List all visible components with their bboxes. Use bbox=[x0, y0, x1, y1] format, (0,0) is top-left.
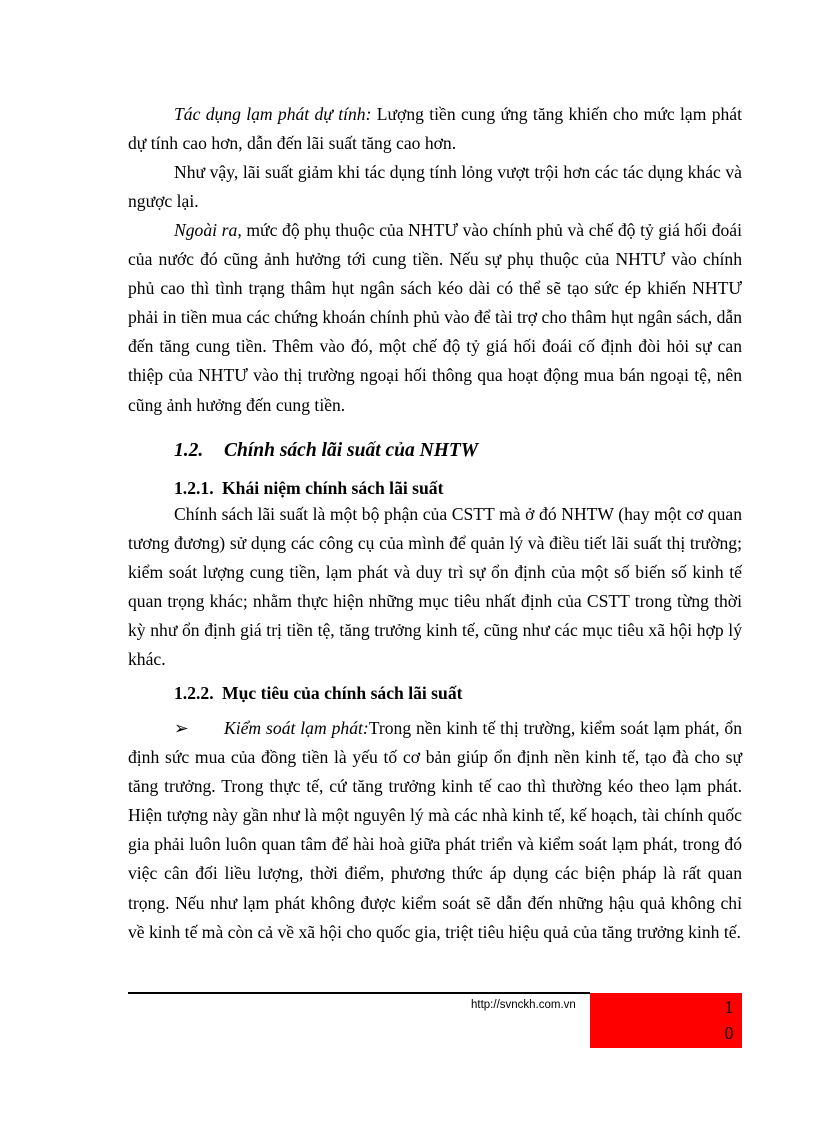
paragraph-other-factors bbox=[128, 216, 742, 420]
section-title: Chính sách lãi suất của NHTW bbox=[224, 440, 479, 461]
footer-url: http://svnckh.com.vn bbox=[471, 999, 576, 1011]
page-number-box bbox=[590, 993, 742, 1048]
paragraph-text: Trong nền kinh tế thị trường, kiểm soát lạm phát, ổn định sức mua của đồng tiền là yếu tố cơ bản giúp ổn định nền kinh tế, tạo đà cho sự tăng trưởng. Trong thực tế, cứ tăng trưởng kinh tế cao thì thường kéo theo lạm phát. Hiện tượng này gần như là một nguyên lý mà các nhà kinh tế, kế hoạch, tài chính quốc gia phải luôn luôn quan tâm để hài hoà giữa phát triển và kiểm soát lạm phát, trong đó việc cân đối liều lượng, thời điểm, phương thức áp dụng các biện pháp là rất quan trọng. Nếu như lạm phát không được kiểm soát sẽ dẫn đến những hậu quả không chỉ về kinh tế mà còn cả về xã hội cho quốc gia, triệt tiêu hiệu quả của tăng trưởng kinh tế. bbox=[128, 718, 742, 942]
paragraph-conclusion: Như vậy, lãi suất giảm khi tác dụng tính lỏng vượt trội hơn các tác dụng khác và ngược lại. bbox=[128, 162, 742, 212]
bullet-arrow-icon: ➢ bbox=[174, 718, 189, 738]
section-heading-1-2-2 bbox=[174, 683, 462, 704]
paragraph-lead: Tác dụng lạm phát dự tính: bbox=[174, 104, 372, 124]
section-number: 1.2.1. bbox=[174, 478, 214, 498]
section-title: Khái niệm chính sách lãi suất bbox=[222, 478, 444, 498]
page-number: 10 bbox=[724, 997, 734, 1043]
footer-divider bbox=[128, 992, 590, 994]
paragraph-definition: Chính sách lãi suất là một bộ phận của CSTT mà ở đó NHTW (hay một cơ quan tương đương) sử dụng các công cụ của mình để quản lý và điều tiết lãi suất thị trường; kiểm soát lượng cung tiền, lạm phát và duy trì sự ổn định của một số biến số kinh tế quan trọng khác; nhằm thực hiện những mục tiêu nhất định của CSTT trong từng thời kỳ như ổn định giá trị tiền tệ, tăng trưởng kinh tế, cũng như các mục tiêu xã hội hợp lý khác. bbox=[128, 504, 742, 670]
section-heading-1-2-1 bbox=[174, 478, 443, 499]
section-title: Mục tiêu của chính sách lãi suất bbox=[222, 683, 463, 703]
paragraph-inflation-control bbox=[128, 714, 742, 947]
paragraph-lead: Ngoài ra, bbox=[174, 220, 242, 240]
section-number: 1.2.2. bbox=[174, 683, 214, 703]
paragraph-inflation-expectation bbox=[128, 100, 742, 158]
paragraph-text: Lượng tiền cung ứng tăng khiến cho mức lạm phát dự tính cao hơn, dẫn đến lãi suất tăng cao hơn. bbox=[128, 104, 742, 154]
paragraph-text: mức độ phụ thuộc của NHTƯ vào chính phủ và chế độ tỷ giá hối đoái của nước đó cũng ảnh hưởng tới cung tiền. Nếu sự phụ thuộc của NHTƯ vào chính phủ cao thì tình trạng thâm hụt ngân sách kéo dài có thể sẽ tạo sức ép khiến NHTƯ phải in tiền mua các chứng khoán chính phủ vào để tài trợ cho thâm hụt ngân sách, dẫn đến tăng cung tiền. Thêm vào đó, một chế độ tỷ giá hối đoái cố định đòi hỏi sự can thiệp của NHTƯ vào thị trường ngoại hối thông qua hoạt động mua bán ngoại tệ, nên cũng ảnh hưởng đến cung tiền. bbox=[128, 220, 742, 415]
section-number: 1.2. bbox=[174, 440, 204, 461]
section-heading-1-2 bbox=[174, 440, 478, 462]
paragraph-lead: Kiểm soát lạm phát: bbox=[224, 718, 369, 738]
